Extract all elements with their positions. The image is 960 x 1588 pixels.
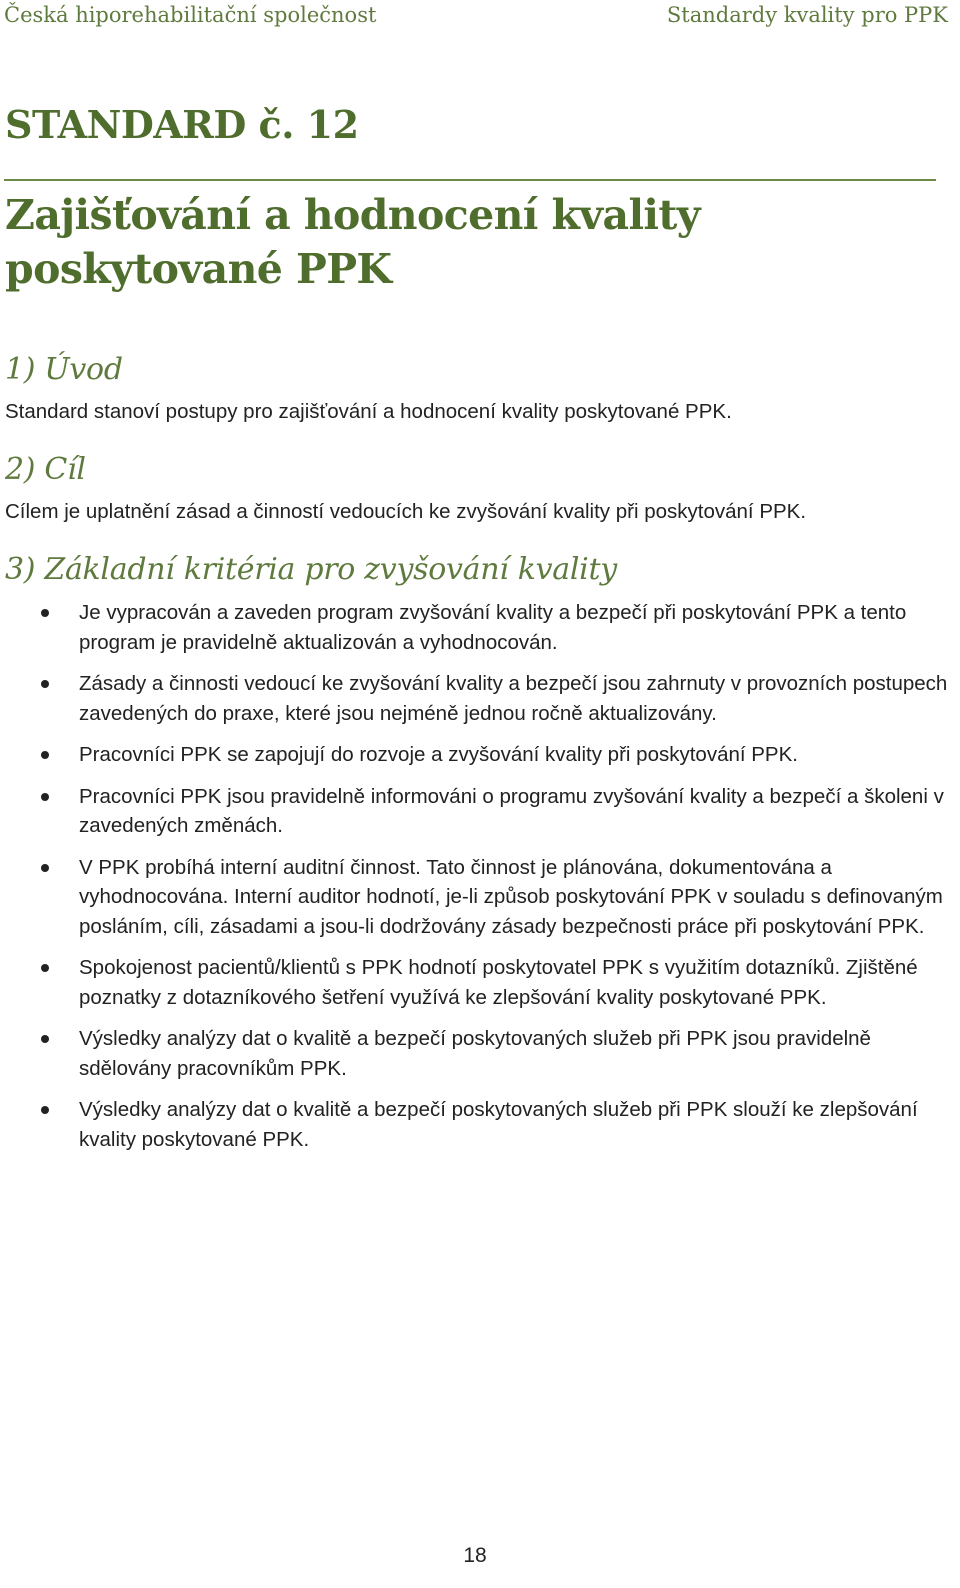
bullet-icon bbox=[41, 1106, 49, 1114]
list-item-text: Výsledky analýzy dat o kvalitě a bezpečí poskytovaných služeb při PPK jsou pravidelně sdělovány pracovníkům PPK. bbox=[79, 1027, 871, 1080]
list-item bbox=[0, 598, 950, 657]
section-heading-criteria: 3) Základní kritéria pro zvyšování kvality bbox=[5, 552, 617, 587]
criteria-list bbox=[0, 598, 950, 1166]
list-item bbox=[0, 782, 950, 841]
list-item bbox=[0, 669, 950, 728]
list-item bbox=[0, 853, 950, 942]
section-text-goal: Cílem je uplatnění zásad a činností vedoucích ke zvyšování kvality při poskytování PPK. bbox=[5, 500, 807, 523]
standard-title: Zajišťování a hodnocení kvality poskytované PPK bbox=[5, 191, 700, 293]
standard-number: STANDARD č. 12 bbox=[5, 102, 359, 147]
list-item-text: Spokojenost pacientů/klientů s PPK hodnotí poskytovatel PPK s využitím dotazníků. Zjištěné poznatky z dotazníkového šetření využívá ke zlepšování kvality poskytované PPK. bbox=[79, 956, 918, 1009]
list-item-text: Výsledky analýzy dat o kvalitě a bezpečí poskytovaných služeb při PPK slouží ke zlepšování kvality poskytované PPK. bbox=[79, 1098, 918, 1151]
list-item-text: V PPK probíhá interní auditní činnost. Tato činnost je plánována, dokumentována a vyhodnocována. Interní auditor hodnotí, je-li způsob poskytování PPK v souladu s definovaným posláním, cíli, zásadami a jsou-li dodržovány zásady bezpečnosti práce při poskytování PPK. bbox=[79, 855, 943, 938]
list-item bbox=[0, 1024, 950, 1083]
section-heading-intro: 1) Úvod bbox=[5, 352, 123, 387]
header-document-title: Standardy kvality pro PPK bbox=[666, 3, 948, 27]
list-item bbox=[0, 953, 950, 1012]
bullet-icon bbox=[41, 1035, 49, 1043]
list-item-text: Pracovníci PPK jsou pravidelně informováni o programu zvyšování kvality a bezpečí a školeni v zavedených změnách. bbox=[79, 784, 944, 837]
list-item-text: Zásady a činnosti vedoucí ke zvyšování kvality a bezpečí jsou zahrnuty v provozních postupech zavedených do praxe, které jsou nejméně jednou ročně aktualizovány. bbox=[79, 672, 948, 725]
list-item-text: Pracovníci PPK se zapojují do rozvoje a zvyšování kvality při poskytování PPK. bbox=[79, 743, 798, 766]
page-number: 18 bbox=[463, 1544, 487, 1567]
bullet-icon bbox=[41, 751, 49, 759]
list-item-text: Je vypracován a zaveden program zvyšování kvality a bezpečí při poskytování PPK a tento program je pravidelně aktualizován a vyhodnocován. bbox=[79, 601, 907, 654]
bullet-icon bbox=[41, 680, 49, 688]
bullet-icon bbox=[41, 793, 49, 801]
list-item bbox=[0, 1095, 950, 1154]
bullet-icon bbox=[41, 864, 49, 872]
header-organization: Česká hiporehabilitační společnost bbox=[4, 3, 377, 27]
bullet-icon bbox=[41, 964, 49, 972]
section-heading-goal: 2) Cíl bbox=[5, 452, 86, 487]
bullet-icon bbox=[41, 609, 49, 617]
section-text-intro: Standard stanoví postupy pro zajišťování a hodnocení kvality poskytované PPK. bbox=[5, 400, 732, 423]
title-divider bbox=[4, 179, 936, 181]
list-item bbox=[0, 740, 950, 770]
